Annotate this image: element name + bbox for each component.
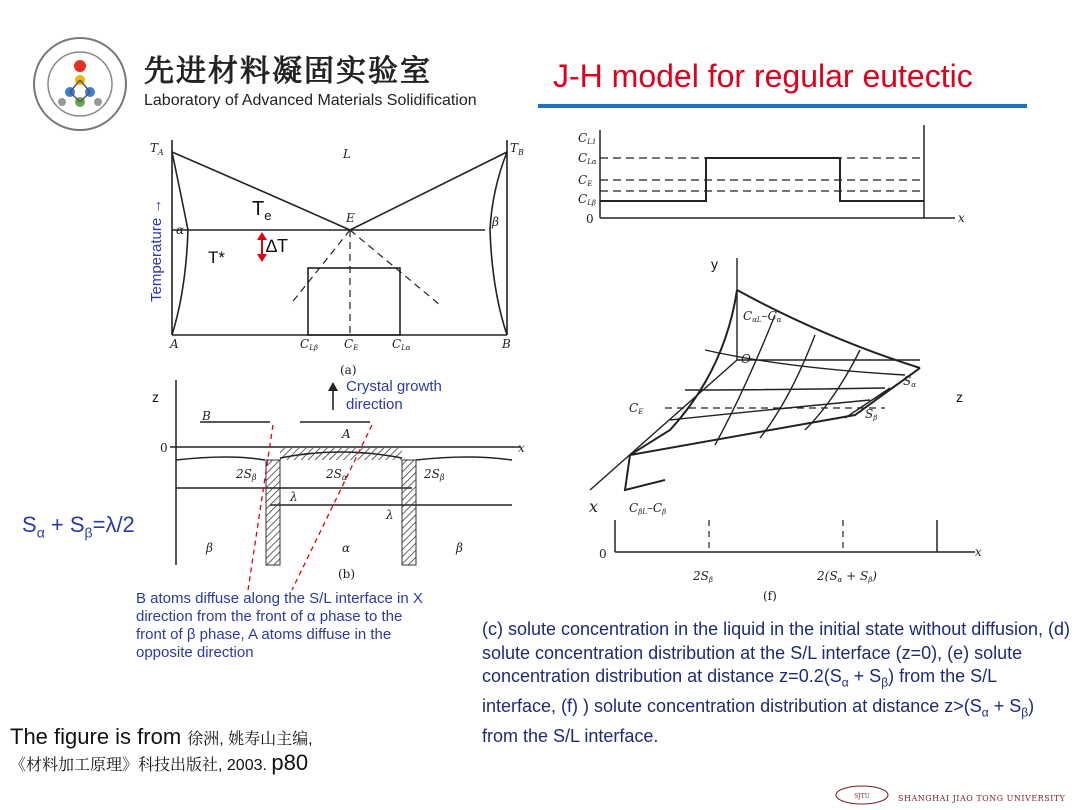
fig-b-label-2Sa: 2Sα: [326, 467, 348, 482]
fig-c-label-CLb: CLβ: [578, 192, 596, 207]
fig-a-liquidus-right: [350, 152, 507, 230]
fig-f-label-x: x: [975, 545, 982, 559]
fig-b-label-lambda-2: λ: [386, 508, 394, 522]
fig-b-interface-1: [176, 457, 265, 460]
fig-c-label-x: x: [958, 211, 965, 225]
fig-e-label-CE: CE: [629, 401, 644, 416]
fig-a-label-CE: CE: [344, 337, 359, 352]
fig-e-label-bottom: CβL–Cβ: [629, 501, 667, 516]
fig-e-surface-right: [630, 368, 920, 455]
fig-c-label-CE: CE: [578, 173, 593, 188]
fig-b-label-2Sb-left: 2Sβ: [236, 467, 257, 482]
fig-a-label-E: E: [346, 211, 355, 225]
svg-text:SJTU: SJTU: [854, 793, 870, 800]
fig-a-label-B: B: [502, 337, 511, 351]
fig-b-label-B: B: [202, 409, 211, 423]
lab-name-en: Laboratory of Advanced Materials Solidification: [144, 92, 477, 109]
diffusion-note: B atoms diffuse along the S/L interface in X direction from the front of α phase to the front of β phase, A atoms diffuse in the opposite direction: [136, 590, 423, 661]
fig-f-label-2Sb: 2Sβ: [693, 569, 713, 584]
fig-b-alpha-top: [280, 448, 402, 460]
fig-b-interface-3: [416, 457, 512, 460]
fig-a-label-CLa: CLα: [392, 337, 411, 352]
source-citation: The figure is from 徐洲, 姚寿山主编, 《材料加工原理》科技出版社, 2003. p80: [10, 724, 313, 775]
growth-arrow-icon: [325, 382, 341, 410]
lab-logo: [32, 36, 128, 132]
lab-name-cn: 先进材料凝固实验室: [144, 54, 432, 89]
temperature-axis-label: Temperature →: [148, 198, 165, 302]
fig-c-label-CLa: CLα: [578, 151, 597, 166]
fig-e-label-Sa: Sα: [903, 374, 916, 389]
fig-b-label-zero: 0: [160, 441, 168, 455]
fig-b-label-beta-right: β: [456, 541, 463, 555]
fig-e-surface-top: [737, 290, 920, 368]
fig-b-label-A: A: [342, 427, 351, 441]
figure-e-concentration-surface: [575, 240, 995, 530]
tstar-label: T*: [208, 248, 225, 267]
fig-e-surface-front: [630, 290, 737, 455]
fig-e-surface-bottom: [625, 455, 665, 490]
fig-b-label-2Sb-right: 2Sβ: [424, 467, 445, 482]
fig-b-label-x: x: [518, 441, 525, 455]
university-name: SHANGHAI JIAO TONG UNIVERSITY: [898, 794, 1066, 803]
fig-f-label-zero: 0: [599, 547, 607, 561]
fig-b-label-alpha: α: [342, 541, 351, 555]
sum-equation: $S_\alpha + S_\beta=\lambda/2$: [22, 512, 135, 541]
fig-a-label-TB: $T_B$: [510, 141, 524, 157]
fig-a-rect: [308, 268, 400, 335]
fig-e-grid-2: [685, 388, 885, 390]
fig-a-label-TA: $T_A$: [150, 141, 164, 157]
fig-b-beta-band-left: [266, 460, 280, 565]
fig-e-grid-4: [715, 315, 775, 445]
fig-e-label-O: O: [741, 352, 751, 366]
y-axis-label: y: [711, 256, 718, 272]
fig-a-solvus-left: [172, 152, 188, 335]
sjtu-seal-icon: [834, 784, 890, 806]
fig-c-label-zero: 0: [586, 212, 594, 226]
delta-t-label: ∆T: [266, 236, 289, 256]
title-underline: [538, 104, 1027, 108]
te-label: $T_e$: [252, 198, 272, 223]
z-axis-label-right: z: [956, 389, 963, 405]
figure-caption: (c) solute concentration in the liquid in the initial state without diffusion, (d) solute concentration distribution at the S/L interface (z=0), (e) solute concentration distribution at distance $z=0.2(S_\alpha + S_\beta)$ from the S/L interface, (f) ) solute concentration distribution at distance $z>(S_\alpha + S_\beta)$ from the S/L interface.: [482, 619, 1070, 747]
fig-e-x-axis: [590, 360, 737, 490]
fig-b-beta-band-right: [402, 460, 416, 565]
figure-a-phase-diagram: [140, 130, 525, 380]
fig-a-label-A: A: [170, 337, 179, 351]
fig-a-label-CLb: CLβ: [300, 337, 318, 352]
fig-e-label-Sb: Sβ: [865, 407, 878, 422]
fig-a-label-L: L: [343, 147, 351, 161]
fig-c-label-CL1: CL1: [578, 131, 597, 146]
fig-e-label-x: x: [589, 497, 599, 516]
fig-a-solvus-right: [490, 152, 507, 335]
fig-f-caption: (f): [763, 589, 777, 603]
fig-f-label-2sum: 2(Sα + Sβ): [817, 569, 877, 584]
fig-a-label-beta: β: [492, 215, 499, 229]
fig-a-caption: (a): [340, 363, 357, 377]
fig-b-label-beta-left: β: [206, 541, 213, 555]
fig-b-label-lambda-1: λ: [290, 490, 298, 504]
fig-e-label-top: CαL–Cα: [743, 309, 782, 324]
figure-f-far-concentration: [585, 510, 985, 605]
figure-b-lamellae: [140, 380, 540, 600]
slide-title: J-H model for regular eutectic: [553, 58, 973, 94]
figure-c-initial-concentration: [570, 125, 970, 235]
crystal-growth-label: Crystal growth direction: [346, 378, 442, 413]
fig-a-label-alpha: α: [176, 223, 185, 237]
z-axis-label-left: z: [152, 389, 159, 405]
fig-e-grid-5: [760, 335, 815, 438]
fig-b-caption: (b): [338, 567, 356, 581]
